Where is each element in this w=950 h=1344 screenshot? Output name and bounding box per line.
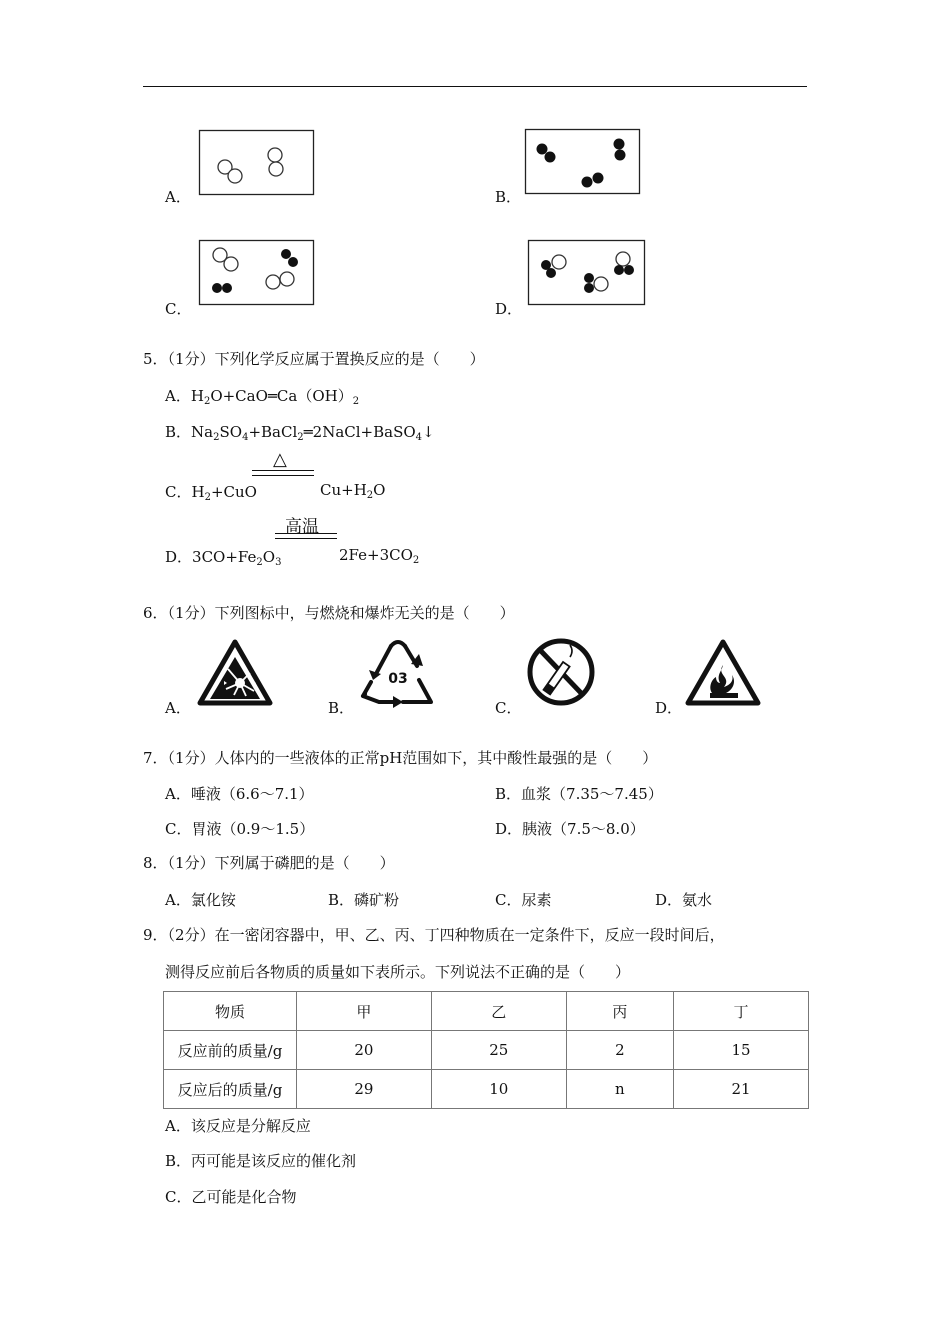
q6-option-c-label: C．: [495, 699, 522, 717]
q7-option-d: D．胰液（7.5～8.0）: [495, 820, 645, 838]
table-row: [164, 1070, 809, 1109]
q5-option-d-right: $2Fe+3CO_2$: [339, 546, 420, 566]
table-cell: 15: [674, 1031, 809, 1070]
q6-stem: 6．（1分）下列图标中，与燃烧和爆炸无关的是（ ）: [143, 604, 515, 622]
q8-option-c: C．尿素: [495, 891, 552, 909]
q9-stem-line1: 9．（2分）在一密闭容器中，甲、乙、丙、丁四种物质在一定条件下，反应一段时间后，: [143, 926, 725, 944]
q7-option-b: B．血浆（7.35～7.45）: [495, 785, 663, 803]
header-rule: [143, 86, 807, 87]
table-cell: 物质: [164, 992, 297, 1031]
table-cell: 10: [431, 1070, 566, 1109]
table-cell: 丙: [566, 992, 673, 1031]
table-cell: 20: [297, 1031, 432, 1070]
q5-option-b: B．$Na_2SO_4+BaCl_2═2NaCl+BaSO_4↓$: [165, 423, 435, 443]
q5-option-c-left: C．$H_2+CuO$: [165, 483, 257, 503]
q5-option-a: A．$H_2O+CaO═Ca(OH)_2$: [165, 387, 360, 407]
table-cell: 25: [431, 1031, 566, 1070]
table-cell: n: [566, 1070, 673, 1109]
table-cell: 乙: [431, 992, 566, 1031]
q7-stem: 7．（1分）人体内的一些液体的正常pH范围如下，其中酸性最强的是（ ）: [143, 749, 658, 767]
q5-d-condition: 高温: [285, 517, 319, 537]
q4-option-c-label: C．: [165, 300, 192, 318]
q4-diagram-a: [199, 130, 315, 196]
q5-stem: 5．（1分）下列化学反应属于置换反应的是（ ）: [143, 350, 485, 368]
q5-c-reaction-arrow: [252, 470, 314, 476]
table-header-row: [164, 992, 809, 1031]
q6-option-d-label: D．: [655, 699, 683, 717]
q7-option-a: A．唾液（6.6～7.1）: [165, 785, 314, 803]
q9-stem-line2: 测得反应前后各物质的质量如下表所示。下列说法不正确的是（ ）: [165, 963, 631, 981]
table-cell: 甲: [297, 992, 432, 1031]
q4-option-b-label: B．: [495, 188, 522, 206]
q8-option-a: A．氯化铵: [165, 891, 236, 909]
q4-option-d-label: D．: [495, 300, 523, 318]
recycle-code: 03: [388, 671, 408, 687]
no-smoking-icon: [526, 637, 598, 709]
table-cell: 2: [566, 1031, 673, 1070]
q4-diagram-d: [528, 240, 646, 306]
q7-option-c: C．胃液（0.9～1.5）: [165, 820, 315, 838]
q9-option-c: C．乙可能是化合物: [165, 1188, 297, 1206]
flammable-warning-icon: [686, 639, 761, 707]
table-cell: 丁: [674, 992, 809, 1031]
table-row: [164, 1031, 809, 1070]
table-cell: 29: [297, 1070, 432, 1109]
q6-option-b-label: B．: [328, 699, 355, 717]
q9-option-b: B．丙可能是该反应的催化剂: [165, 1152, 357, 1170]
table-cell: 反应前的质量/g: [164, 1031, 297, 1070]
q5-c-condition: △: [273, 449, 287, 470]
q5-option-d-left: D．$3CO+Fe_2O_3$: [165, 548, 282, 568]
table-cell: 21: [674, 1070, 809, 1109]
table-cell: 反应后的质量/g: [164, 1070, 297, 1109]
q5-d-reaction-arrow: [275, 533, 337, 539]
q9-mass-table: [163, 991, 809, 1109]
q4-option-a-label: A．: [165, 188, 191, 206]
q8-option-b: B．磷矿粉: [328, 891, 400, 909]
recycle-icon: [359, 636, 437, 708]
q9-option-a: A．该反应是分解反应: [165, 1117, 311, 1135]
q8-option-d: D．氨水: [655, 891, 713, 909]
q4-diagram-c: [199, 240, 315, 306]
explosive-warning-icon: [198, 639, 273, 707]
q4-diagram-b: [525, 129, 641, 195]
q6-option-a-label: A．: [165, 699, 191, 717]
q5-option-c-right: $Cu+H_2O$: [320, 481, 386, 501]
q8-stem: 8．（1分）下列属于磷肥的是（ ）: [143, 854, 395, 872]
